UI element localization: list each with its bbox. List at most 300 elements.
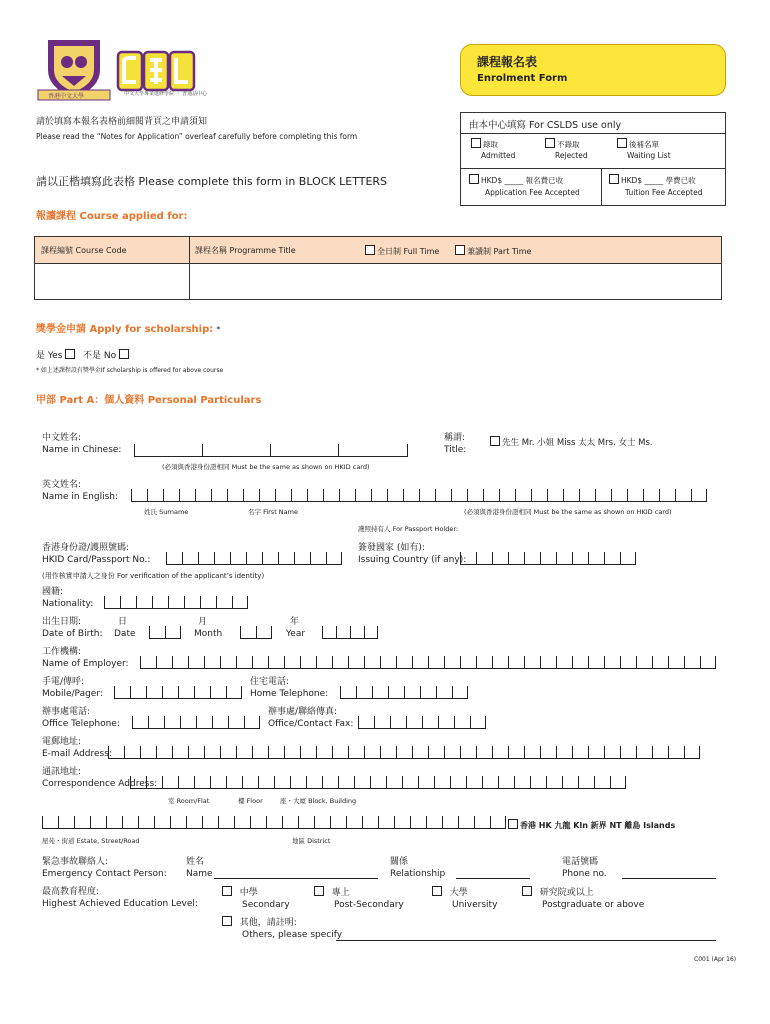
char-box[interactable]: [515, 489, 531, 502]
char-box[interactable]: [172, 656, 188, 669]
char-box[interactable]: [106, 816, 122, 829]
char-box[interactable]: [322, 776, 338, 789]
firstname-label: 名字 First Name: [248, 508, 298, 516]
char-box[interactable]: [374, 716, 390, 729]
title-options[interactable]: [490, 436, 653, 449]
char-box[interactable]: [476, 656, 492, 669]
char-box[interactable]: [200, 596, 216, 609]
char-box[interactable]: [202, 816, 218, 829]
char-box[interactable]: [394, 816, 410, 829]
char-box[interactable]: [336, 626, 350, 639]
char-box[interactable]: [362, 816, 378, 829]
char-box[interactable]: [326, 552, 342, 565]
char-box[interactable]: [166, 552, 182, 565]
char-box[interactable]: [492, 552, 508, 565]
char-box[interactable]: [490, 816, 506, 829]
char-box[interactable]: [610, 776, 626, 789]
edu-pg-cn: 研究院或以上: [539, 888, 594, 898]
char-box[interactable]: [163, 489, 179, 502]
char-box[interactable]: [316, 746, 332, 759]
char-box[interactable]: [42, 816, 58, 829]
char-box[interactable]: [364, 746, 380, 759]
char-box[interactable]: [700, 656, 716, 669]
floor-label: 樓 Floor: [238, 797, 263, 805]
char-box[interactable]: [358, 716, 374, 729]
char-box[interactable]: [275, 489, 291, 502]
programme-title-input[interactable]: [190, 264, 721, 299]
char-box[interactable]: [218, 816, 234, 829]
char-box[interactable]: [396, 746, 412, 759]
char-box[interactable]: [531, 489, 547, 502]
char-box[interactable]: [147, 489, 163, 502]
title-checkbox[interactable]: [490, 436, 500, 446]
char-box[interactable]: [234, 816, 250, 829]
char-box[interactable]: [530, 776, 546, 789]
char-box[interactable]: [438, 716, 454, 729]
char-box[interactable]: [162, 776, 178, 789]
char-box[interactable]: [594, 776, 610, 789]
char-box[interactable]: [556, 552, 572, 565]
char-box[interactable]: [256, 626, 272, 639]
char-box[interactable]: [403, 489, 419, 502]
char-box[interactable]: [340, 686, 356, 699]
char-box[interactable]: [390, 716, 406, 729]
char-box[interactable]: [460, 656, 476, 669]
char-box[interactable]: [588, 656, 604, 669]
char-box[interactable]: [274, 776, 290, 789]
rejected-checkbox[interactable]: [545, 138, 555, 148]
char-box[interactable]: [422, 716, 438, 729]
char-box[interactable]: [186, 816, 202, 829]
char-box[interactable]: [380, 746, 396, 759]
home-tel-input[interactable]: [340, 685, 468, 699]
char-box[interactable]: [418, 776, 434, 789]
char-box[interactable]: [178, 686, 194, 699]
char-box[interactable]: [562, 776, 578, 789]
dob-year-input[interactable]: [322, 625, 378, 639]
char-box[interactable]: [436, 686, 452, 699]
char-box[interactable]: [620, 552, 636, 565]
char-box[interactable]: [572, 746, 588, 759]
char-box[interactable]: [230, 552, 246, 565]
char-box[interactable]: [240, 626, 256, 639]
scholarship-heading: [36, 320, 220, 335]
char-box[interactable]: [131, 489, 147, 502]
char-box[interactable]: [332, 746, 348, 759]
char-box[interactable]: [371, 489, 387, 502]
char-box[interactable]: [652, 746, 668, 759]
char-box[interactable]: [162, 686, 178, 699]
char-box[interactable]: [290, 776, 306, 789]
region-options[interactable]: [508, 819, 675, 831]
char-box[interactable]: [156, 746, 172, 759]
char-box[interactable]: [250, 816, 266, 829]
char-box[interactable]: [419, 489, 435, 502]
char-box[interactable]: [146, 776, 162, 789]
char-box[interactable]: [604, 656, 620, 669]
mobile-input[interactable]: [114, 685, 242, 699]
char-box[interactable]: [668, 746, 684, 759]
char-box[interactable]: [540, 656, 556, 669]
char-box[interactable]: [546, 776, 562, 789]
name-en-label: [42, 479, 118, 503]
char-box[interactable]: [204, 656, 220, 669]
char-box[interactable]: [236, 746, 252, 759]
char-box[interactable]: [524, 656, 540, 669]
char-box[interactable]: [194, 776, 210, 789]
char-box[interactable]: [604, 552, 620, 565]
char-box[interactable]: [204, 746, 220, 759]
char-box[interactable]: [508, 552, 524, 565]
char-box[interactable]: [364, 656, 380, 669]
char-box[interactable]: [579, 489, 595, 502]
char-box[interactable]: [306, 776, 322, 789]
char-box[interactable]: [210, 776, 226, 789]
char-box[interactable]: [499, 489, 515, 502]
char-box[interactable]: [588, 552, 604, 565]
char-box[interactable]: [387, 489, 403, 502]
notes-en: Please read the “Notes for Application” overleaf carefully before completing this form: [36, 132, 358, 141]
char-box[interactable]: [338, 776, 354, 789]
char-box[interactable]: [136, 596, 152, 609]
char-box[interactable]: [120, 596, 136, 609]
char-box[interactable]: [452, 686, 468, 699]
char-box[interactable]: [492, 656, 508, 669]
char-box[interactable]: [74, 816, 90, 829]
char-box[interactable]: [498, 776, 514, 789]
char-box[interactable]: [684, 746, 700, 759]
char-box[interactable]: [114, 686, 130, 699]
char-box[interactable]: [364, 626, 378, 639]
char-box[interactable]: [282, 816, 298, 829]
relationship-label-cn: 關係: [390, 857, 409, 867]
char-box[interactable]: [212, 716, 228, 729]
char-box[interactable]: [322, 626, 336, 639]
char-box[interactable]: [332, 656, 348, 669]
char-box[interactable]: [563, 489, 579, 502]
char-box[interactable]: [444, 656, 460, 669]
admitted-checkbox[interactable]: [471, 138, 481, 148]
char-box[interactable]: [380, 656, 396, 669]
char-box[interactable]: [284, 746, 300, 759]
tuition-fee-checkbox[interactable]: [609, 174, 619, 184]
char-box[interactable]: [454, 716, 470, 729]
char-box[interactable]: [194, 686, 210, 699]
char-box[interactable]: [310, 552, 326, 565]
char-box[interactable]: [148, 716, 164, 729]
char-box[interactable]: [284, 656, 300, 669]
block-label: 座・大廈 Block, Building: [280, 797, 357, 805]
char-box[interactable]: [124, 746, 140, 759]
char-box[interactable]: [572, 656, 588, 669]
address-line2-input[interactable]: [42, 815, 506, 829]
char-box[interactable]: [428, 746, 444, 759]
char-box[interactable]: [348, 746, 364, 759]
char-box[interactable]: [428, 656, 444, 669]
char-box[interactable]: [450, 776, 466, 789]
char-box[interactable]: [291, 489, 307, 502]
office-tel-input[interactable]: [132, 715, 260, 729]
edu-secondary-checkbox[interactable]: [222, 886, 232, 896]
char-box[interactable]: [307, 489, 323, 502]
char-box[interactable]: [178, 776, 194, 789]
char-box[interactable]: [154, 816, 170, 829]
char-box[interactable]: [298, 816, 314, 829]
char-box[interactable]: [659, 489, 675, 502]
char-box[interactable]: [246, 552, 262, 565]
char-box[interactable]: [458, 816, 474, 829]
edu-others-checkbox[interactable]: [222, 916, 232, 926]
char-box[interactable]: [244, 716, 260, 729]
char-box[interactable]: [226, 686, 242, 699]
char-box[interactable]: [588, 746, 604, 759]
char-box[interactable]: [262, 552, 278, 565]
char-box[interactable]: [149, 626, 165, 639]
edu-post-checkbox[interactable]: [314, 886, 324, 896]
char-box[interactable]: [540, 746, 556, 759]
char-box[interactable]: [556, 656, 572, 669]
char-box[interactable]: [620, 656, 636, 669]
char-box[interactable]: [426, 816, 442, 829]
nationality-input[interactable]: [104, 595, 248, 609]
char-box[interactable]: [210, 686, 226, 699]
char-box[interactable]: [467, 489, 483, 502]
char-box[interactable]: [236, 656, 252, 669]
fulltime-label: 全日制 Full Time: [377, 247, 440, 256]
parttime-checkbox[interactable]: [455, 245, 465, 255]
char-box[interactable]: [198, 552, 214, 565]
char-box[interactable]: [130, 776, 146, 789]
char-box[interactable]: [412, 746, 428, 759]
char-box[interactable]: [354, 776, 370, 789]
emergency-name-input[interactable]: [214, 878, 378, 879]
char-box[interactable]: [483, 489, 499, 502]
char-box[interactable]: [132, 716, 148, 729]
char-box[interactable]: [152, 596, 168, 609]
char-box[interactable]: [164, 716, 180, 729]
char-box[interactable]: [595, 489, 611, 502]
region-checkbox[interactable]: [508, 819, 518, 829]
employer-input[interactable]: [140, 655, 716, 669]
char-box[interactable]: [460, 552, 476, 565]
char-box[interactable]: [156, 656, 172, 669]
edu-pg-checkbox[interactable]: [522, 886, 532, 896]
char-box[interactable]: [252, 656, 268, 669]
char-box[interactable]: [165, 626, 181, 639]
char-box[interactable]: [90, 816, 106, 829]
char-box[interactable]: [476, 552, 492, 565]
char-box[interactable]: [620, 746, 636, 759]
char-box[interactable]: [214, 552, 230, 565]
app-fee-checkbox[interactable]: [469, 174, 479, 184]
char-box[interactable]: [444, 746, 460, 759]
char-box[interactable]: [572, 552, 588, 565]
rejected-cn: 不錄取: [557, 140, 580, 149]
char-box[interactable]: [556, 746, 572, 759]
char-box[interactable]: [652, 656, 668, 669]
char-box[interactable]: [668, 656, 684, 669]
char-box[interactable]: [370, 776, 386, 789]
char-box[interactable]: [168, 596, 184, 609]
fax-input[interactable]: [358, 715, 486, 729]
email-input[interactable]: [108, 745, 700, 759]
char-box[interactable]: [140, 746, 156, 759]
char-box[interactable]: [314, 816, 330, 829]
nationality-label: [42, 586, 93, 610]
char-box[interactable]: [524, 746, 540, 759]
address-line1-input[interactable]: [130, 775, 626, 789]
char-box[interactable]: [268, 656, 284, 669]
char-box[interactable]: [466, 776, 482, 789]
char-box[interactable]: [108, 746, 124, 759]
char-box[interactable]: [226, 776, 242, 789]
char-box[interactable]: [482, 776, 498, 789]
char-box[interactable]: [122, 816, 138, 829]
char-box[interactable]: [184, 596, 200, 609]
char-box[interactable]: [172, 746, 188, 759]
char-box[interactable]: [252, 746, 268, 759]
char-box[interactable]: [350, 626, 364, 639]
dob-month-input[interactable]: [240, 625, 272, 639]
char-box[interactable]: [470, 716, 486, 729]
scholarship-yes-checkbox[interactable]: [65, 349, 75, 359]
edu-post-en: Post-Secondary: [334, 900, 404, 910]
char-box[interactable]: [604, 746, 620, 759]
char-box[interactable]: [243, 489, 259, 502]
name-chinese-input[interactable]: [134, 443, 408, 457]
char-box[interactable]: [339, 489, 355, 502]
char-box[interactable]: [179, 489, 195, 502]
char-box[interactable]: [228, 716, 244, 729]
char-box[interactable]: [402, 776, 418, 789]
char-box[interactable]: [396, 656, 412, 669]
char-box[interactable]: [492, 746, 508, 759]
char-box[interactable]: [182, 552, 198, 565]
char-box[interactable]: [242, 776, 258, 789]
char-box[interactable]: [508, 656, 524, 669]
char-box[interactable]: [404, 686, 420, 699]
char-box[interactable]: [216, 596, 232, 609]
char-box[interactable]: [684, 656, 700, 669]
form-code: C001 (Apr 16): [694, 956, 737, 963]
char-box[interactable]: [524, 552, 540, 565]
char-box[interactable]: [412, 656, 428, 669]
char-box[interactable]: [636, 656, 652, 669]
char-box[interactable]: [420, 686, 436, 699]
char-box[interactable]: [460, 746, 476, 759]
name-en-note: (必須與香港身份證相同 Must be the same as shown on HKID card): [464, 508, 672, 516]
char-box[interactable]: [196, 716, 212, 729]
waiting-checkbox[interactable]: [617, 138, 627, 148]
char-box[interactable]: [434, 776, 450, 789]
char-box[interactable]: [508, 746, 524, 759]
char-box[interactable]: [442, 816, 458, 829]
char-box[interactable]: [578, 776, 594, 789]
scholarship-no-checkbox[interactable]: [119, 349, 129, 359]
course-code-input[interactable]: [35, 264, 189, 299]
char-box[interactable]: [323, 489, 339, 502]
char-box[interactable]: [386, 776, 402, 789]
char-box[interactable]: [316, 656, 332, 669]
char-box[interactable]: [146, 686, 162, 699]
char-box[interactable]: [675, 489, 691, 502]
phone-input[interactable]: [622, 878, 716, 879]
rejected-en: Rejected: [555, 151, 588, 160]
char-box[interactable]: [643, 489, 659, 502]
nationality-label-en: Nationality:: [42, 599, 94, 609]
edu-uni-checkbox[interactable]: [432, 886, 442, 896]
char-box[interactable]: [266, 816, 282, 829]
char-box[interactable]: [330, 816, 346, 829]
tuition-fee-en: Tuition Fee Accepted: [625, 188, 703, 197]
char-box[interactable]: [346, 816, 362, 829]
char-box[interactable]: [220, 746, 236, 759]
char-box[interactable]: [627, 489, 643, 502]
char-box[interactable]: [406, 716, 422, 729]
char-box[interactable]: [130, 686, 146, 699]
char-box[interactable]: [294, 552, 310, 565]
hkid-input[interactable]: [166, 551, 342, 565]
char-box[interactable]: [348, 656, 364, 669]
char-box[interactable]: [195, 489, 211, 502]
char-box[interactable]: [188, 746, 204, 759]
edu-others-input[interactable]: [336, 940, 716, 941]
fax-label-cn: 辦事處/聯絡傳真:: [268, 707, 338, 717]
char-box[interactable]: [547, 489, 563, 502]
char-box[interactable]: [435, 489, 451, 502]
dob-day-input[interactable]: [149, 625, 181, 639]
name-english-input[interactable]: [131, 488, 707, 502]
char-box[interactable]: [104, 596, 120, 609]
char-box[interactable]: [58, 816, 74, 829]
char-box[interactable]: [410, 816, 426, 829]
char-box[interactable]: [140, 656, 156, 669]
char-box[interactable]: [388, 686, 404, 699]
char-box[interactable]: [372, 686, 388, 699]
char-box[interactable]: [540, 552, 556, 565]
char-box[interactable]: [278, 552, 294, 565]
char-box[interactable]: [300, 656, 316, 669]
char-box[interactable]: [180, 716, 196, 729]
char-box[interactable]: [636, 746, 652, 759]
char-box[interactable]: [474, 816, 490, 829]
scholarship-star: *: [216, 325, 221, 334]
char-box[interactable]: [691, 489, 707, 502]
char-box[interactable]: [355, 489, 371, 502]
char-box[interactable]: [514, 776, 530, 789]
char-box[interactable]: [259, 489, 275, 502]
char-box[interactable]: [170, 816, 186, 829]
char-box[interactable]: [227, 489, 243, 502]
char-box[interactable]: [356, 686, 372, 699]
char-box[interactable]: [211, 489, 227, 502]
char-box[interactable]: [476, 746, 492, 759]
fulltime-checkbox[interactable]: [365, 245, 375, 255]
room-label: 室 Room/Flat: [168, 797, 210, 805]
issuing-country-input[interactable]: [460, 551, 636, 565]
char-box[interactable]: [188, 656, 204, 669]
char-box[interactable]: [300, 746, 316, 759]
char-box[interactable]: [378, 816, 394, 829]
char-box[interactable]: [451, 489, 467, 502]
relationship-input[interactable]: [456, 878, 530, 879]
char-box[interactable]: [268, 746, 284, 759]
char-box[interactable]: [232, 596, 248, 609]
char-box[interactable]: [138, 816, 154, 829]
char-box[interactable]: [611, 489, 627, 502]
char-box[interactable]: [220, 656, 236, 669]
char-box[interactable]: [258, 776, 274, 789]
